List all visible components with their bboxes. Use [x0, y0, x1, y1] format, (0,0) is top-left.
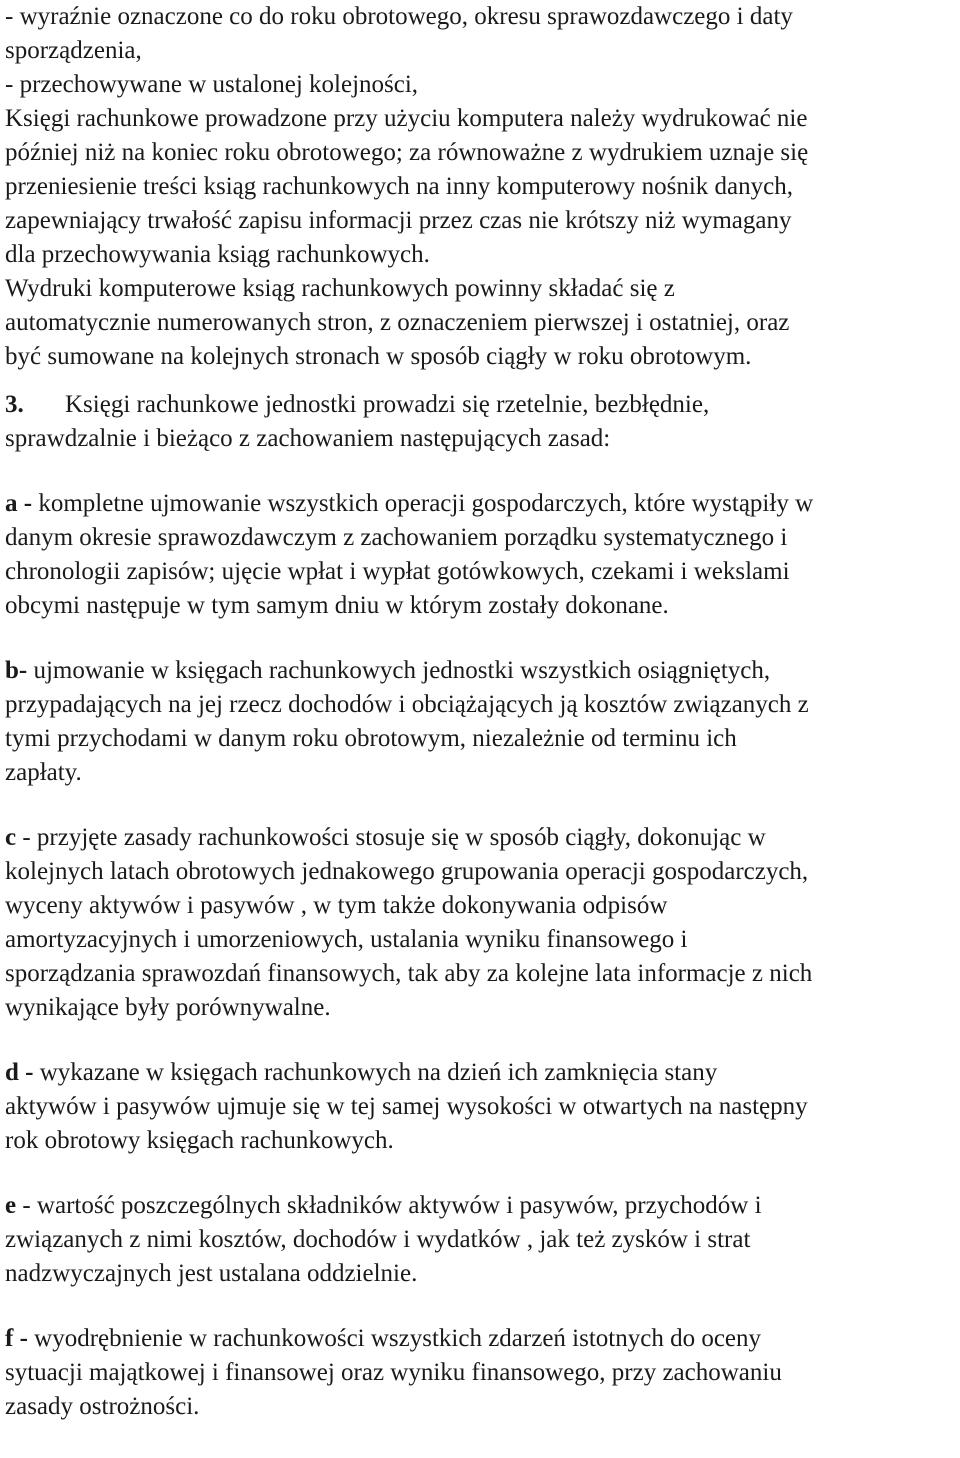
text-line: - przechowywane w ustalonej kolejności,	[5, 71, 419, 98]
text-line: nadzwyczajnych jest ustalana oddzielnie.	[5, 1260, 418, 1287]
text-line: zapłaty.	[5, 759, 82, 786]
text-line: Wydruki komputerowe ksiąg rachunkowych powinny składać się z	[5, 275, 675, 302]
item-label: f -	[5, 1325, 28, 1352]
text-line: rok obrotowy księgach rachunkowych.	[5, 1127, 394, 1154]
text-line: obcymi następuje w tym samym dniu w którym zostały dokonane.	[5, 592, 669, 619]
item-first-line	[5, 1189, 957, 1223]
text-line: Księgi rachunkowe prowadzone przy użyciu komputera należy wydrukować nie	[5, 105, 808, 132]
section-3-text: Księgi rachunkowe jednostki prowadzi się rzetelnie, bezbłędnie,	[65, 391, 710, 418]
text-line: być sumowane na kolejnych stronach w sposób ciągły w roku obrotowym.	[5, 343, 752, 370]
text-line: - wyraźnie oznaczone co do roku obrotowego, okresu sprawozdawczego i daty	[5, 3, 793, 30]
spacer	[5, 1291, 957, 1322]
item-text: wykazane w księgach rachunkowych na dzień ich zamknięcia stany	[33, 1059, 718, 1086]
spacer	[5, 623, 957, 654]
text-line: związanych z nimi kosztów, dochodów i wydatków , jak też zysków i strat	[5, 1226, 751, 1253]
item-first-line	[5, 654, 957, 688]
text-line: sporządzania sprawozdań finansowych, tak aby za kolejne lata informacje z nich	[5, 960, 813, 987]
item-text: - przyjęte zasady rachunkowości stosuje się w sposób ciągły, dokonując w	[16, 824, 766, 851]
spacer	[5, 1025, 957, 1056]
section-3-heading-line	[5, 388, 957, 422]
item-first-line	[5, 821, 957, 855]
text-line: przeniesienie treści ksiąg rachunkowych na inny komputerowy nośnik danych,	[5, 173, 793, 200]
item-a	[5, 487, 957, 623]
item-first-line	[5, 1322, 957, 1356]
item-d	[5, 1056, 957, 1158]
text-line: aktywów i pasywów ujmuje się w tej samej wysokości w otwartych na następny	[5, 1093, 808, 1120]
text-line: dla przechowywania ksiąg rachunkowych.	[5, 241, 430, 268]
text-line: zasady ostrożności.	[5, 1393, 200, 1420]
text-line: amortyzacyjnych i umorzeniowych, ustalania wyniku finansowego i	[5, 926, 688, 953]
text-line: później niż na koniec roku obrotowego; za równoważne z wydrukiem uznaje się	[5, 139, 809, 166]
item-first-line	[5, 487, 957, 521]
item-label: c	[5, 824, 17, 851]
text-line: wyceny aktywów i pasywów , w tym także dokonywania odpisów	[5, 892, 668, 919]
spacer	[5, 374, 957, 388]
text-line: sytuacji majątkowej i finansowej oraz wyniku finansowego, przy zachowaniu	[5, 1359, 782, 1386]
item-first-line	[5, 1056, 957, 1090]
item-text: ujmowanie w księgach rachunkowych jednostki wszystkich osiągniętych,	[27, 657, 771, 684]
document-page	[5, 0, 957, 1424]
text-line: sprawdzalnie i bieżąco z zachowaniem następujących zasad:	[5, 425, 611, 452]
spacer	[5, 790, 957, 821]
text-line: tymi przychodami w danym roku obrotowym, niezależnie od terminu ich	[5, 725, 737, 752]
text-line: przypadających na jej rzecz dochodów i obciążających ją kosztów związanych z	[5, 691, 809, 718]
item-label: d -	[5, 1059, 34, 1086]
spacer	[5, 456, 957, 487]
item-text: - wartość poszczególnych składników aktywów i pasywów, przychodów i	[16, 1192, 762, 1219]
item-label: b-	[5, 657, 28, 684]
item-b	[5, 654, 957, 790]
text-line: chronologii zapisów; ujęcie wpłat i wypłat gotówkowych, czekami i wekslami	[5, 558, 790, 585]
text-line: kolejnych latach obrotowych jednakowego grupowania operacji gospodarczych,	[5, 858, 809, 885]
item-f	[5, 1322, 957, 1424]
text-line: sporządzenia,	[5, 37, 142, 64]
text-line: automatycznie numerowanych stron, z oznaczeniem pierwszej i ostatniej, oraz	[5, 309, 790, 336]
section-number: 3.	[5, 391, 24, 418]
item-text: kompletne ujmowanie wszystkich operacji gospodarczych, które wystąpiły w	[32, 490, 814, 517]
item-e	[5, 1189, 957, 1291]
item-label: e	[5, 1192, 17, 1219]
top-paragraph	[5, 0, 957, 374]
text-line: zapewniający trwałość zapisu informacji przez czas nie krótszy niż wymagany	[5, 207, 792, 234]
item-label: a -	[5, 490, 33, 517]
item-text: wyodrębnienie w rachunkowości wszystkich zdarzeń istotnych do oceny	[27, 1325, 762, 1352]
text-line: wynikające były porównywalne.	[5, 994, 331, 1021]
section-3	[5, 388, 957, 456]
item-c	[5, 821, 957, 1025]
text-line: danym okresie sprawozdawczym z zachowaniem porządku systematycznego i	[5, 524, 788, 551]
spacer	[5, 1158, 957, 1189]
